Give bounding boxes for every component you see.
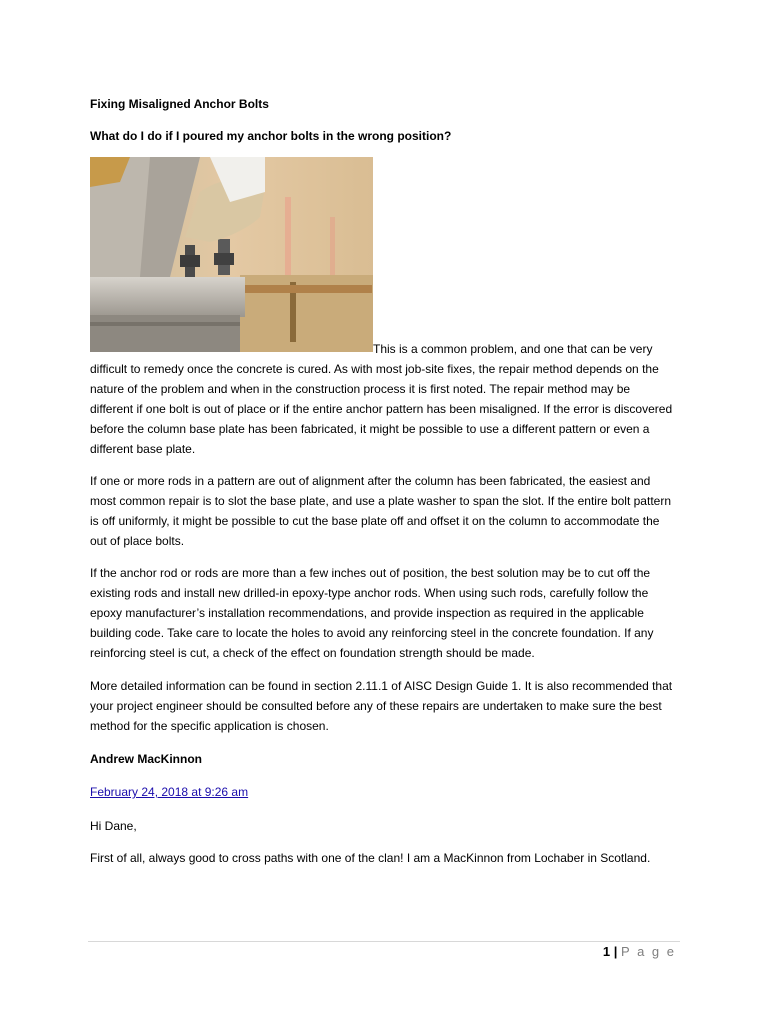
photo-illustration <box>90 157 373 352</box>
comment-body: First of all, always good to cross paths with one of the clan! I am a MacKinnon from Lochaber in Scotland. <box>90 851 651 865</box>
paragraph-intro-text: This is a common problem, and one that can be very difficult to remedy once the concrete is cured. As with most job-site fixes, the repair method depends on the nature of the problem and when in the construction process it is first noted. The repair method may be different if one bolt is out of place or if the entire anchor pattern has been misaligned. If the error is discovered before the column base plate has been fabricated, it might be possible to use a different pattern or even a different base plate. <box>90 342 673 456</box>
comment-date-link[interactable]: February 24, 2018 at 9:26 am <box>90 785 249 799</box>
footer-separator: | <box>613 944 618 959</box>
comment-author: Andrew MacKinnon <box>90 752 203 766</box>
paragraph-epoxy-repair: If the anchor rod or rods are more than a few inches out of position, the best solution may be to cut off the existing rods and install new drilled-in epoxy-type anchor rods. When using such rods, carefully follow the epoxy manufacturer’s installation recommendations, and provide inspection as required in the applicable building code. Take care to locate the holes to avoid any reinforcing steel in the concrete foundation. If any reinforcing steel is cut, a check of the effect on foundation strength should be made. <box>90 566 654 660</box>
paragraph-reference: More detailed information can be found in section 2.11.1 of AISC Design Guide 1. It is also recommended that your project engineer should be consulted before any of these repairs are undertaken to make sure the best method for the specific application is chosen. <box>90 679 673 733</box>
question-heading: What do I do if I poured my anchor bolts in the wrong position? <box>90 129 452 143</box>
paragraph-slot-repair: If one or more rods in a pattern are out of alignment after the column has been fabricated, the easiest and most common repair is to slot the base plate, and use a plate washer to span the slot. If the entire bolt pattern is off uniformly, it might be possible to cut the base plate off and offset it on the column to accommodate the out of place bolts. <box>90 474 671 548</box>
anchor-bolt-photo <box>90 157 373 352</box>
paragraph-intro <box>90 339 676 459</box>
document-title: Fixing Misaligned Anchor Bolts <box>90 97 269 111</box>
page-label: P a g e <box>621 944 676 959</box>
page-number: 1 <box>602 944 611 959</box>
comment-greeting: Hi Dane, <box>90 819 137 833</box>
page-footer <box>560 942 676 962</box>
